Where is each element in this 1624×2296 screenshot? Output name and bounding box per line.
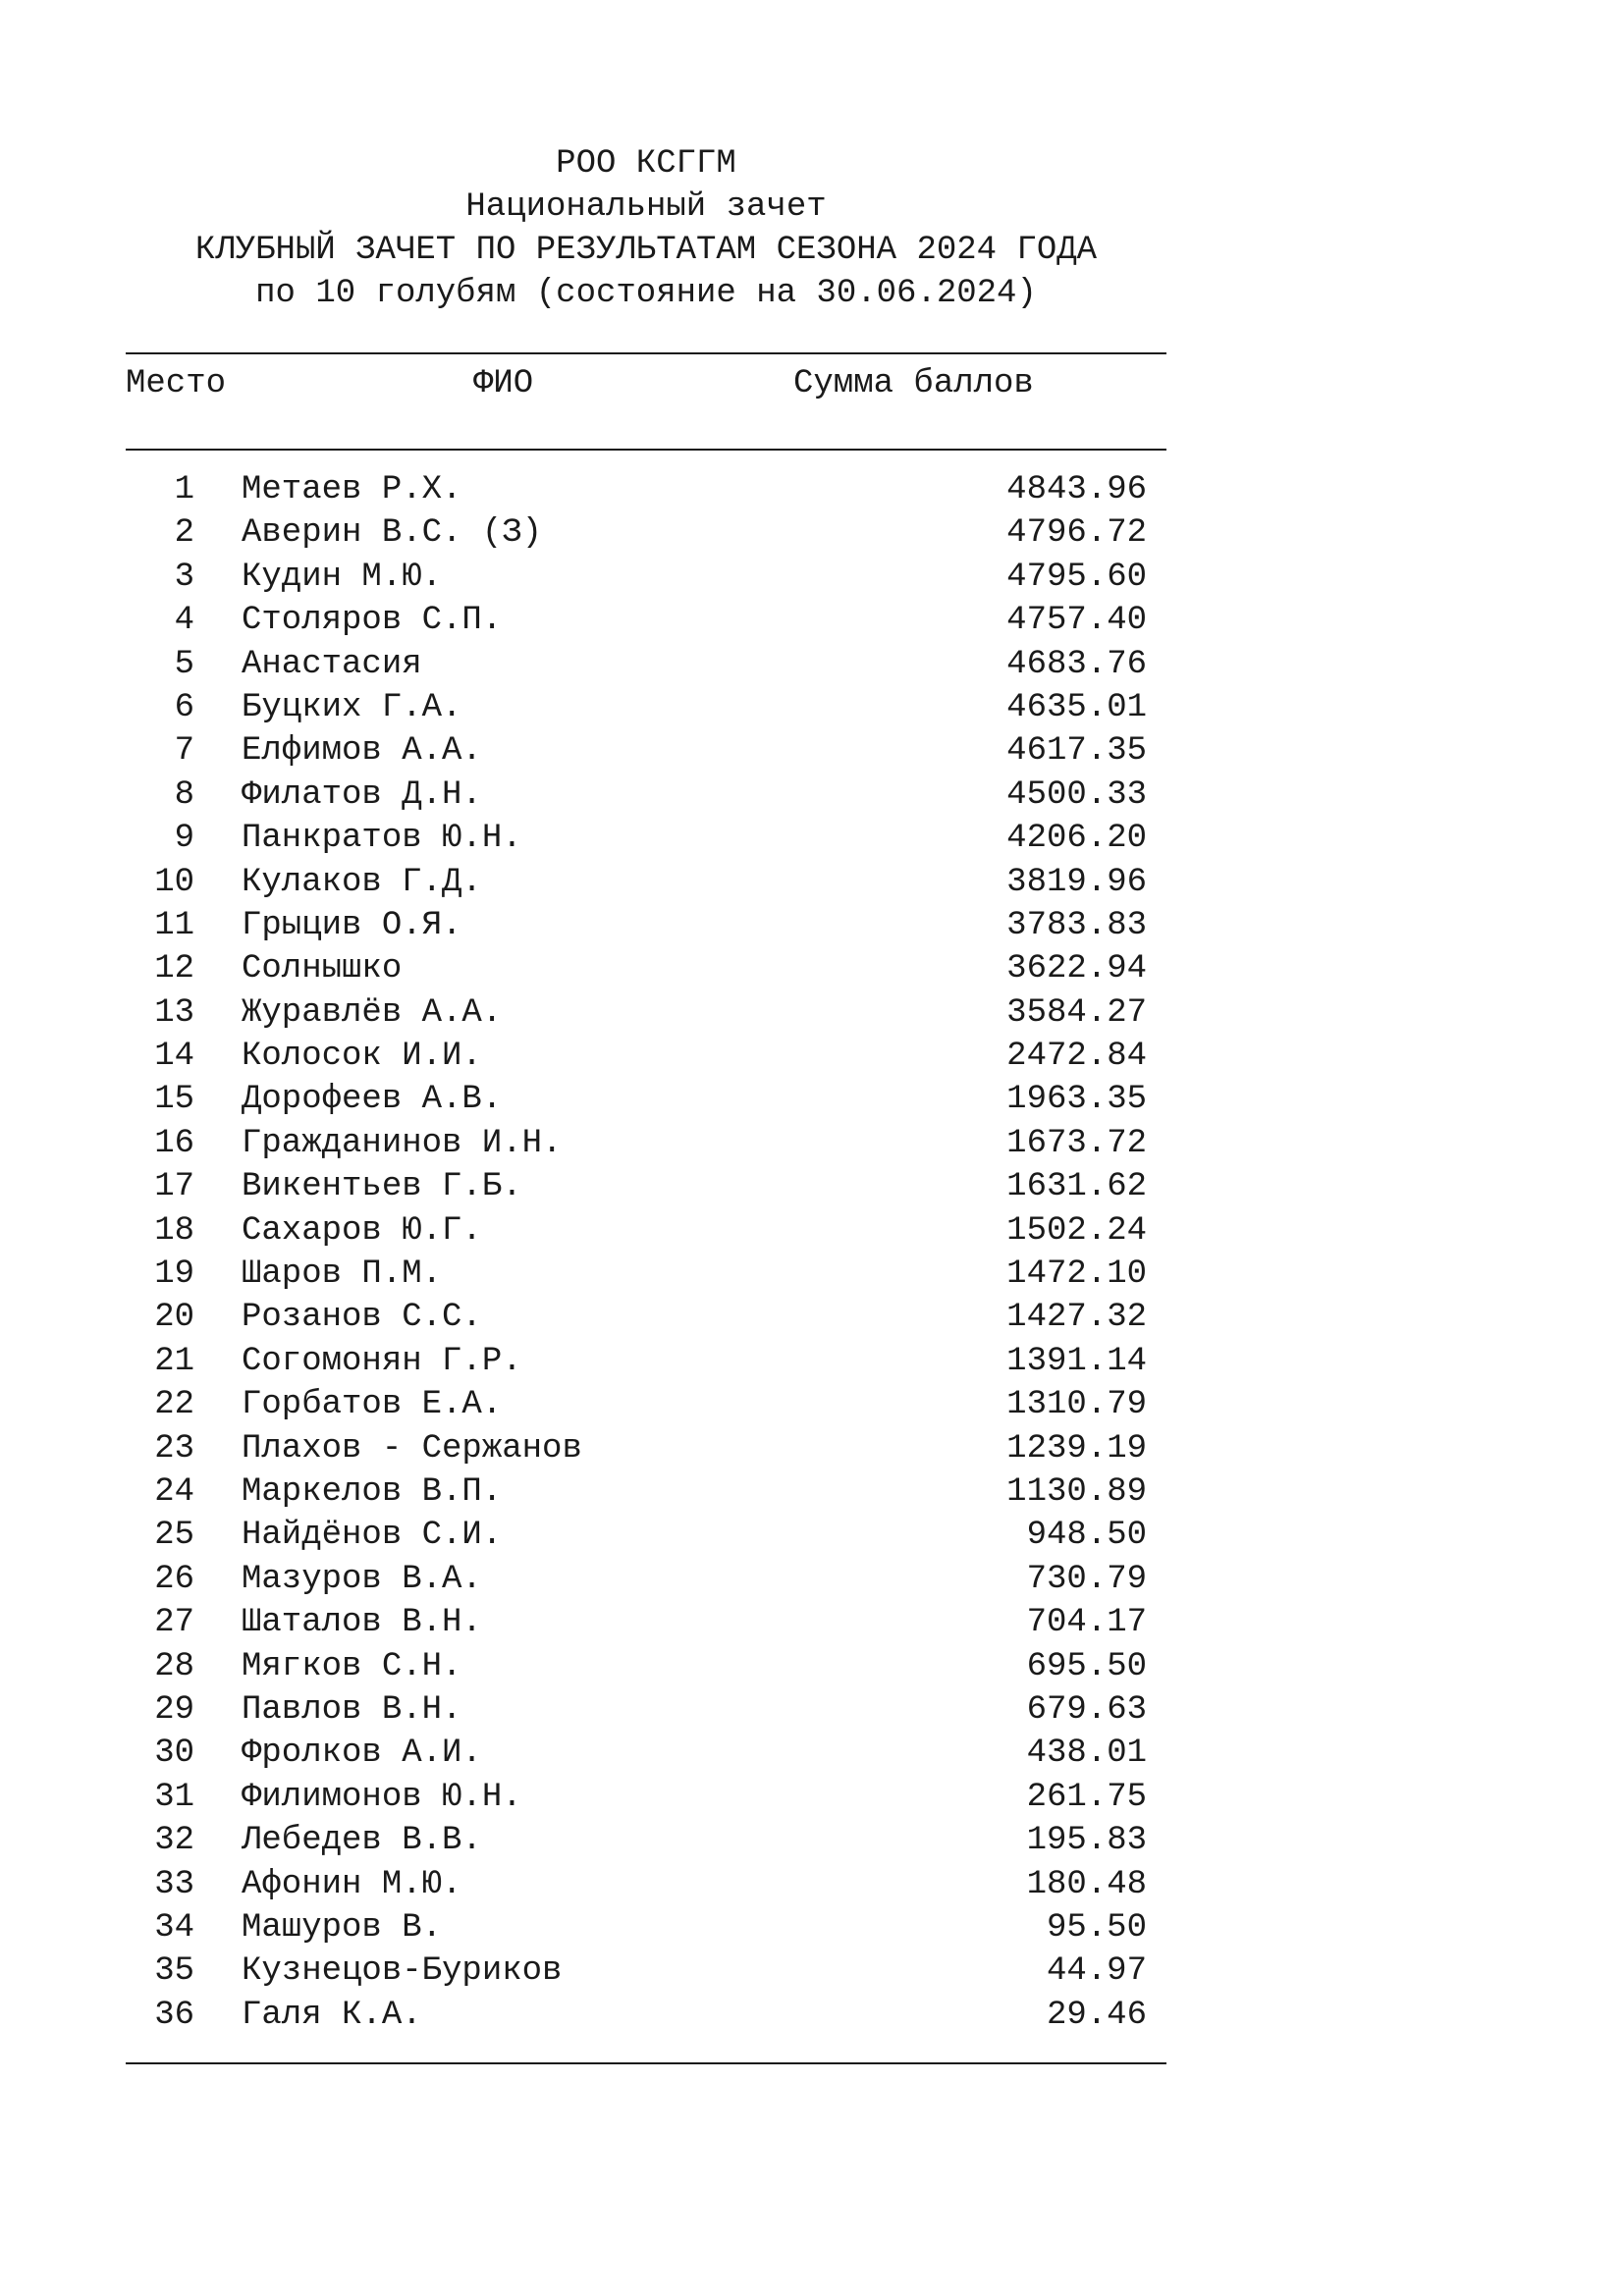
row-score: 1631.62 [1006,1168,1147,1206]
table-row [126,1340,1166,1383]
column-header-score: Сумма баллов [793,365,1034,402]
table-row [126,686,1166,729]
row-name: Елфимов А.А. [242,732,482,771]
row-name: Мазуров В.А. [242,1560,482,1598]
table-row [126,1165,1166,1208]
table-row [126,1253,1166,1296]
row-score: 261.75 [1026,1778,1147,1816]
table-row [126,1949,1166,1993]
row-place: 34 [154,1908,194,1947]
row-score: 1472.10 [1006,1255,1147,1294]
row-score: 3783.83 [1006,906,1147,944]
row-place: 11 [154,906,194,944]
row-score: 704.17 [1026,1604,1147,1642]
top-divider [126,352,1166,354]
row-name: Шаталов В.Н. [242,1604,482,1642]
row-place: 20 [154,1299,194,1337]
table-row [126,1994,1166,2037]
row-place: 17 [154,1168,194,1206]
row-place: 32 [154,1822,194,1860]
row-name: Шаров П.М. [242,1255,443,1294]
row-name: Машуров В. [242,1908,443,1947]
table-row [126,1470,1166,1514]
table-row [126,1514,1166,1557]
row-place: 21 [154,1342,194,1380]
row-name: Кулаков Г.Д. [242,863,482,901]
table-row [126,1863,1166,1906]
row-place: 8 [174,775,194,814]
row-name: Фролков А.И. [242,1735,482,1773]
row-score: 695.50 [1026,1647,1147,1685]
row-score: 3584.27 [1006,993,1147,1032]
table-row [126,599,1166,642]
table-row [126,1383,1166,1426]
row-score: 4795.60 [1006,558,1147,596]
row-place: 33 [154,1865,194,1903]
table-row [126,1078,1166,1121]
row-score: 1391.14 [1006,1342,1147,1380]
row-name: Столяров С.П. [242,602,503,640]
row-place: 28 [154,1647,194,1685]
table-row [126,1601,1166,1644]
row-name: Плахов - Сержанов [242,1429,582,1468]
column-header-name: ФИО [473,365,534,402]
row-place: 27 [154,1604,194,1642]
table-row [126,774,1166,817]
row-place: 3 [174,558,194,596]
row-place: 31 [154,1778,194,1816]
row-name: Грыцив О.Я. [242,906,462,944]
document-page [126,142,1166,2064]
row-name: Солнышко [242,950,403,988]
row-place: 26 [154,1560,194,1598]
table-row [126,1732,1166,1775]
table-row [126,1688,1166,1732]
table-row [126,1776,1166,1819]
row-place: 35 [154,1952,194,1991]
row-name: Аверин В.С. (З) [242,514,543,553]
row-score: 180.48 [1026,1865,1147,1903]
document-condition: по 10 голубям (состояние на 30.06.2024) [255,275,1037,312]
row-place: 30 [154,1735,194,1773]
row-place: 5 [174,645,194,683]
row-name: Журавлёв А.А. [242,993,503,1032]
row-score: 948.50 [1026,1517,1147,1555]
row-score: 1963.35 [1006,1081,1147,1119]
row-name: Панкратов Ю.Н. [242,820,522,858]
results-table-body [126,468,1166,2037]
row-score: 438.01 [1026,1735,1147,1773]
table-row [126,556,1166,599]
row-score: 29.46 [1046,1996,1147,2034]
row-score: 1130.89 [1006,1472,1147,1511]
table-row [126,1035,1166,1078]
row-name: Кузнецов-Буриков [242,1952,563,1991]
table-row [126,511,1166,555]
row-place: 1 [174,471,194,508]
row-score: 95.50 [1046,1908,1147,1947]
row-name: Викентьев Г.Б. [242,1168,522,1206]
row-place: 29 [154,1690,194,1729]
row-score: 3819.96 [1006,863,1147,901]
row-name: Маркелов В.П. [242,1472,503,1511]
column-header-place: Место [126,365,227,402]
row-name: Галя К.А. [242,1996,422,2034]
table-row [126,1427,1166,1470]
row-place: 19 [154,1255,194,1294]
row-place: 16 [154,1124,194,1162]
row-score: 1310.79 [1006,1386,1147,1424]
row-score: 4206.20 [1006,820,1147,858]
table-row [126,991,1166,1035]
row-score: 4843.96 [1006,471,1147,508]
row-score: 195.83 [1026,1822,1147,1860]
row-place: 25 [154,1517,194,1555]
table-row [126,1122,1166,1165]
row-name: Розанов С.С. [242,1299,482,1337]
header-divider [126,449,1166,451]
row-place: 4 [174,602,194,640]
table-row [126,1209,1166,1253]
document-subtitle: Национальный зачет [465,188,827,226]
row-place: 23 [154,1429,194,1468]
table-row [126,1558,1166,1601]
row-place: 2 [174,514,194,553]
table-row [126,1645,1166,1688]
row-name: Метаев Р.Х. [242,471,462,508]
table-row [126,729,1166,773]
row-name: Сахаров Ю.Г. [242,1211,482,1250]
table-row [126,1906,1166,1949]
row-place: 24 [154,1472,194,1511]
table-row [126,947,1166,990]
row-score: 1427.32 [1006,1299,1147,1337]
row-name: Павлов В.Н. [242,1690,462,1729]
row-place: 15 [154,1081,194,1119]
row-score: 1502.24 [1006,1211,1147,1250]
table-header [126,362,1166,405]
row-place: 13 [154,993,194,1032]
row-place: 36 [154,1996,194,2034]
table-row [126,861,1166,904]
row-place: 7 [174,732,194,771]
row-name: Филимонов Ю.Н. [242,1778,522,1816]
row-name: Гражданинов И.Н. [242,1124,563,1162]
row-name: Согомонян Г.Р. [242,1342,522,1380]
row-name: Найдёнов С.И. [242,1517,503,1555]
row-name: Мягков С.Н. [242,1647,462,1685]
row-name: Колосок И.И. [242,1038,482,1076]
row-score: 3622.94 [1006,950,1147,988]
row-place: 18 [154,1211,194,1250]
row-score: 4500.33 [1006,775,1147,814]
row-name: Анастасия [242,645,422,683]
row-score: 44.97 [1046,1952,1147,1991]
row-score: 4796.72 [1006,514,1147,553]
row-name: Дорофеев А.В. [242,1081,503,1119]
table-row [126,1296,1166,1339]
table-row [126,817,1166,860]
row-score: 1239.19 [1006,1429,1147,1468]
row-name: Горбатов Е.А. [242,1386,503,1424]
row-name: Филатов Д.Н. [242,775,482,814]
row-place: 22 [154,1386,194,1424]
row-score: 4617.35 [1006,732,1147,771]
row-score: 4683.76 [1006,645,1147,683]
document-title: КЛУБНЫЙ ЗАЧЕТ ПО РЕЗУЛЬТАТАМ СЕЗОНА 2024 ГОДА [194,232,1098,269]
row-name: Афонин М.Ю. [242,1865,462,1903]
table-row [126,643,1166,686]
row-name: Лебедев В.В. [242,1822,482,1860]
row-score: 4757.40 [1006,602,1147,640]
row-score: 1673.72 [1006,1124,1147,1162]
table-row [126,1819,1166,1862]
row-score: 2472.84 [1006,1038,1147,1076]
row-place: 6 [174,688,194,726]
row-name: Буцких Г.А. [242,688,462,726]
row-place: 12 [154,950,194,988]
org-name: РОО КСГГМ [556,145,736,183]
table-row [126,468,1166,511]
row-place: 9 [174,820,194,858]
row-place: 10 [154,863,194,901]
table-row [126,904,1166,947]
row-place: 14 [154,1038,194,1076]
row-score: 730.79 [1026,1560,1147,1598]
row-name: Кудин М.Ю. [242,558,443,596]
bottom-divider [126,2062,1166,2064]
row-score: 4635.01 [1006,688,1147,726]
row-score: 679.63 [1026,1690,1147,1729]
